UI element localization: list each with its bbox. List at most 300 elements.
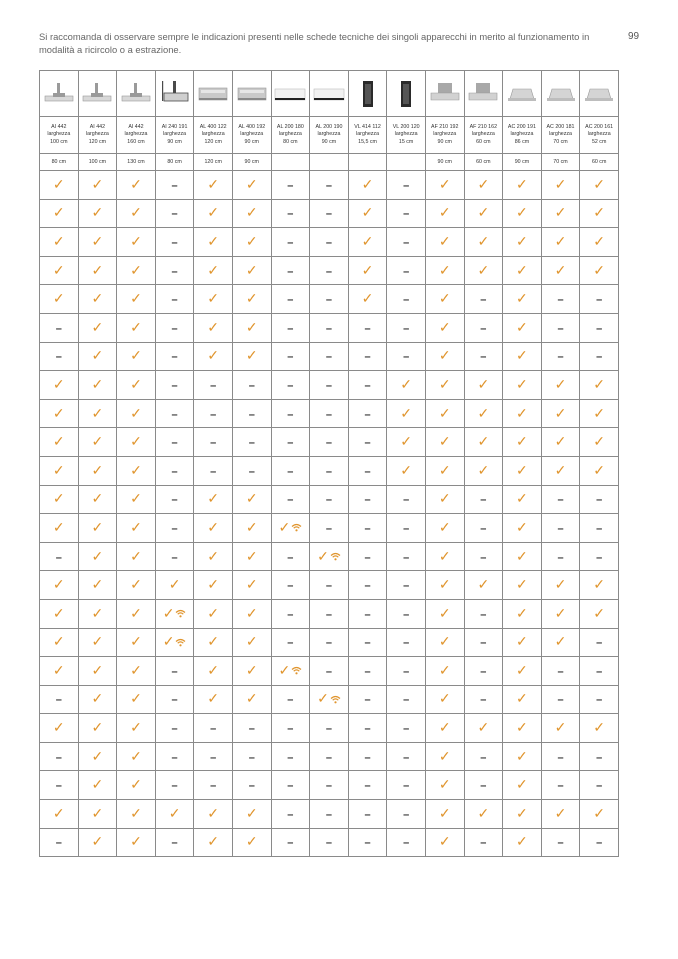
dash-mark: – — [287, 694, 294, 707]
check-mark-icon: ✓ — [207, 690, 220, 707]
product-image-cell — [232, 71, 271, 117]
check-mark-icon: ✓ — [477, 375, 490, 392]
vario-module-thumbnail — [389, 79, 423, 109]
table-cell — [194, 485, 233, 514]
check-mark-icon: ✓ — [91, 690, 104, 707]
table-cell — [194, 742, 233, 771]
table-cell — [425, 542, 464, 571]
table-cell — [40, 428, 79, 457]
check-mark-icon: ✓ — [516, 576, 528, 593]
dash-mark: – — [480, 551, 487, 564]
check-mark-icon: ✓ — [400, 433, 412, 450]
wifi-icon — [175, 609, 186, 618]
width-value: 15 cm — [398, 138, 414, 145]
table-cell — [387, 342, 426, 371]
table-cell — [348, 542, 387, 571]
table-cell — [155, 456, 194, 485]
table-cell — [40, 256, 79, 285]
check-mark-icon: ✓ — [91, 318, 104, 335]
check-mark-icon: ✓ — [162, 604, 175, 621]
table-cell — [117, 514, 156, 543]
check-mark-icon: ✓ — [52, 175, 65, 192]
dash-mark: – — [480, 751, 487, 764]
table-cell — [310, 485, 349, 514]
check-mark-icon: ✓ — [130, 747, 142, 764]
table-cell — [425, 571, 464, 600]
check-mark-icon: ✓ — [130, 461, 142, 478]
table-cell — [503, 771, 542, 800]
table-cell — [40, 171, 79, 200]
check-mark-icon: ✓ — [91, 776, 104, 793]
dash-mark: – — [325, 665, 333, 678]
table-cell — [541, 657, 580, 686]
model-code: VL 414 112 — [354, 123, 381, 130]
table-cell — [503, 657, 542, 686]
check-mark-icon: ✓ — [438, 719, 451, 736]
table-cell — [580, 599, 619, 628]
table-cell — [503, 514, 542, 543]
table-cell — [348, 800, 387, 829]
table-cell — [40, 628, 79, 657]
duct-size-cell: 100 cm — [78, 154, 117, 171]
check-mark-icon: ✓ — [245, 690, 258, 707]
island-hood-thumbnail — [119, 79, 153, 109]
width-label: larghezza — [278, 131, 302, 138]
table-cell — [155, 342, 194, 371]
dash-mark: – — [364, 494, 371, 507]
check-mark-icon: ✓ — [438, 404, 451, 421]
product-image-row — [40, 71, 619, 117]
duct-size-cell: 130 cm — [117, 154, 156, 171]
table-cell — [387, 542, 426, 571]
table-cell — [40, 456, 79, 485]
check-mark-icon: ✓ — [130, 318, 142, 335]
table-cell — [387, 428, 426, 457]
table-cell — [40, 199, 79, 228]
width-value: 90 cm — [244, 138, 259, 145]
cabinet-hood-thumbnail — [505, 79, 539, 109]
dash-mark: – — [325, 179, 333, 192]
table-cell — [425, 342, 464, 371]
dash-mark: – — [596, 694, 603, 707]
check-mark-icon: ✓ — [516, 461, 528, 478]
dash-mark: – — [364, 837, 371, 850]
dash-mark: – — [480, 637, 487, 650]
dash-mark: – — [557, 751, 564, 764]
check-mark-icon: ✓ — [52, 633, 65, 650]
table-cell — [425, 685, 464, 714]
model-code: AI 240 191 — [161, 123, 188, 130]
model-code: AF 210 192 — [431, 123, 459, 130]
table-cell — [541, 485, 580, 514]
table-cell — [348, 228, 387, 257]
check-mark-icon: ✓ — [516, 833, 528, 850]
dash-mark: – — [287, 494, 294, 507]
width-label: larghezza — [240, 131, 264, 138]
table-cell — [117, 371, 156, 400]
table-cell — [40, 285, 79, 314]
dash-mark: – — [364, 751, 371, 764]
check-mark-icon: ✓ — [91, 232, 104, 249]
dash-mark: – — [403, 751, 410, 764]
table-cell — [348, 685, 387, 714]
table-cell — [194, 342, 233, 371]
dash-mark: – — [480, 494, 487, 507]
dash-mark: – — [287, 551, 294, 564]
check-mark-icon: ✓ — [52, 804, 65, 821]
width-label: larghezza — [433, 131, 457, 138]
table-cell — [464, 685, 503, 714]
table-cell — [541, 342, 580, 371]
check-mark-icon: ✓ — [593, 204, 606, 221]
product-image-cell — [348, 71, 387, 117]
dash-mark: – — [364, 351, 371, 364]
check-mark-icon: ✓ — [207, 547, 220, 564]
table-cell — [425, 771, 464, 800]
check-mark-icon: ✓ — [278, 661, 291, 678]
check-mark-icon: ✓ — [554, 375, 567, 392]
table-cell — [194, 571, 233, 600]
table-cell — [387, 800, 426, 829]
check-mark-icon: ✓ — [130, 433, 142, 450]
table-cell — [232, 399, 271, 428]
table-cell — [194, 371, 233, 400]
check-mark-icon: ✓ — [91, 604, 104, 621]
check-mark-icon: ✓ — [438, 175, 451, 192]
table-cell — [40, 714, 79, 743]
table-cell — [503, 256, 542, 285]
check-mark-icon: ✓ — [438, 576, 451, 593]
dash-mark: – — [171, 522, 178, 535]
check-mark-icon: ✓ — [400, 461, 412, 478]
table-cell — [541, 428, 580, 457]
table-cell — [155, 771, 194, 800]
width-value: 90 cm — [321, 138, 337, 145]
table-cell — [78, 542, 117, 571]
table-cell — [155, 371, 194, 400]
table-cell — [117, 342, 156, 371]
check-mark-icon: ✓ — [91, 719, 104, 736]
check-mark-icon: ✓ — [91, 747, 104, 764]
wifi-icon — [291, 523, 302, 532]
table-cell — [40, 313, 79, 342]
check-mark-icon: ✓ — [477, 261, 490, 278]
table-cell — [194, 714, 233, 743]
table-cell — [425, 628, 464, 657]
table-cell — [78, 485, 117, 514]
table-cell — [387, 571, 426, 600]
dash-mark: – — [171, 465, 178, 478]
table-cell — [232, 456, 271, 485]
check-mark-icon: ✓ — [245, 518, 258, 535]
table-cell — [580, 342, 619, 371]
check-mark-icon: ✓ — [91, 290, 104, 307]
check-mark-icon: ✓ — [438, 547, 451, 564]
table-cell — [310, 571, 349, 600]
table-cell — [310, 342, 349, 371]
table-cell — [155, 256, 194, 285]
table-cell — [348, 428, 387, 457]
width-label: larghezza — [124, 131, 148, 138]
check-mark-icon: ✓ — [554, 404, 567, 421]
dash-mark: – — [325, 379, 333, 392]
check-mark-icon: ✓ — [91, 518, 104, 535]
check-mark-icon: ✓ — [91, 461, 104, 478]
table-cell — [580, 542, 619, 571]
table-cell — [194, 313, 233, 342]
table-cell — [155, 171, 194, 200]
table-cell — [117, 199, 156, 228]
dash-mark: – — [403, 837, 410, 850]
check-mark-icon: ✓ — [52, 232, 65, 249]
table-cell — [232, 171, 271, 200]
table-cell — [155, 828, 194, 857]
duct-size-cell — [310, 154, 349, 171]
table-cell — [464, 542, 503, 571]
check-mark-icon: ✓ — [554, 433, 567, 450]
table-cell — [348, 485, 387, 514]
table-cell — [503, 485, 542, 514]
table-cell — [310, 285, 349, 314]
dash-mark: – — [171, 665, 178, 678]
duct-size-cell — [387, 154, 426, 171]
width-label: larghezza — [394, 131, 418, 138]
product-image-cell — [580, 71, 619, 117]
check-mark-icon: ✓ — [245, 204, 258, 221]
dash-mark: – — [171, 265, 178, 278]
check-mark-icon: ✓ — [593, 461, 606, 478]
table-cell — [503, 599, 542, 628]
check-mark-icon: ✓ — [52, 518, 65, 535]
width-value: 60 cm — [476, 138, 491, 145]
table-cell — [78, 742, 117, 771]
check-mark-icon: ✓ — [130, 633, 142, 650]
table-cell — [464, 428, 503, 457]
table-row — [40, 428, 619, 457]
check-mark-icon: ✓ — [245, 318, 258, 335]
check-mark-icon: ✓ — [91, 547, 104, 564]
check-mark-icon: ✓ — [516, 804, 528, 821]
dash-mark: – — [364, 322, 371, 335]
duct-size-cell: 70 cm — [541, 154, 580, 171]
check-mark-icon: ✓ — [52, 604, 65, 621]
table-cell — [271, 742, 310, 771]
check-mark-icon: ✓ — [245, 261, 258, 278]
dash-mark: – — [287, 608, 294, 621]
table-cell — [232, 542, 271, 571]
dash-mark: – — [248, 379, 255, 392]
table-row — [40, 628, 619, 657]
table-cell — [580, 657, 619, 686]
table-cell — [310, 742, 349, 771]
table-cell — [194, 456, 233, 485]
dash-mark: – — [403, 580, 410, 593]
table-cell — [425, 485, 464, 514]
duct-size-cell: 80 cm — [155, 154, 194, 171]
dash-mark: – — [403, 265, 410, 278]
dash-mark: – — [325, 494, 333, 507]
check-mark-icon: ✓ — [477, 804, 490, 821]
table-cell — [425, 800, 464, 829]
check-mark-icon: ✓ — [554, 175, 567, 192]
table-cell — [78, 371, 117, 400]
check-mark-icon: ✓ — [516, 518, 528, 535]
check-mark-icon: ✓ — [52, 404, 65, 421]
dash-mark: – — [557, 551, 564, 564]
table-cell — [580, 456, 619, 485]
dash-mark: – — [403, 236, 410, 249]
table-row — [40, 171, 619, 200]
dash-mark: – — [403, 808, 410, 821]
table-cell — [464, 657, 503, 686]
dash-mark: – — [287, 580, 294, 593]
dash-mark: – — [325, 637, 333, 650]
dash-mark: – — [403, 665, 410, 678]
table-cell — [425, 514, 464, 543]
table-cell — [155, 599, 194, 628]
table-cell — [348, 657, 387, 686]
dash-mark: – — [403, 294, 410, 307]
table-cell — [40, 228, 79, 257]
table-cell — [425, 828, 464, 857]
check-mark-icon: ✓ — [516, 719, 528, 736]
check-mark-icon: ✓ — [52, 290, 65, 307]
table-cell — [541, 771, 580, 800]
dash-mark: – — [171, 179, 178, 192]
table-cell — [194, 228, 233, 257]
duct-size-cell — [348, 154, 387, 171]
model-header-cell — [580, 117, 619, 154]
check-mark-icon: ✓ — [593, 375, 606, 392]
table-cell — [541, 456, 580, 485]
check-mark-icon: ✓ — [438, 318, 451, 335]
table-cell — [464, 800, 503, 829]
table-cell — [348, 256, 387, 285]
table-cell — [117, 171, 156, 200]
table-cell — [271, 342, 310, 371]
table-cell — [232, 685, 271, 714]
table-cell — [541, 399, 580, 428]
table-cell — [503, 399, 542, 428]
table-cell — [194, 599, 233, 628]
table-cell — [464, 742, 503, 771]
table-cell — [155, 313, 194, 342]
dash-mark: – — [210, 780, 217, 793]
duct-size-cell — [271, 154, 310, 171]
check-mark-icon: ✓ — [400, 404, 412, 421]
vario-module-thumbnail — [351, 79, 385, 109]
table-cell — [271, 399, 310, 428]
dash-mark: – — [287, 837, 294, 850]
table-cell — [425, 313, 464, 342]
check-mark-icon: ✓ — [91, 261, 104, 278]
width-value: 52 cm — [591, 138, 607, 145]
check-mark-icon: ✓ — [245, 576, 258, 593]
check-mark-icon: ✓ — [593, 404, 606, 421]
table-cell — [310, 399, 349, 428]
table-cell — [580, 485, 619, 514]
product-image-cell — [78, 71, 117, 117]
table-cell — [387, 657, 426, 686]
table-cell — [271, 800, 310, 829]
product-image-cell — [155, 71, 194, 117]
table-cell — [271, 514, 310, 543]
duct-size-cell: 60 cm — [464, 154, 503, 171]
table-cell — [464, 485, 503, 514]
dash-mark: – — [480, 322, 487, 335]
check-mark-icon: ✓ — [554, 804, 567, 821]
check-mark-icon: ✓ — [516, 661, 528, 678]
table-cell — [194, 399, 233, 428]
dash-mark: – — [55, 351, 62, 364]
dash-mark: – — [210, 723, 217, 736]
check-mark-icon: ✓ — [207, 290, 220, 307]
table-cell — [387, 371, 426, 400]
table-cell — [194, 514, 233, 543]
table-cell — [541, 199, 580, 228]
check-mark-icon: ✓ — [516, 375, 528, 392]
table-cell — [310, 313, 349, 342]
check-mark-icon: ✓ — [91, 175, 104, 192]
table-row — [40, 456, 619, 485]
table-cell — [194, 285, 233, 314]
dash-mark: – — [287, 723, 294, 736]
check-mark-icon: ✓ — [52, 375, 65, 392]
dash-mark: – — [403, 522, 410, 535]
ceiling-hood-thumbnail — [235, 79, 269, 109]
model-header-cell — [194, 117, 233, 154]
table-cell — [155, 685, 194, 714]
product-image-cell — [271, 71, 310, 117]
check-mark-icon: ✓ — [516, 232, 528, 249]
table-cell — [541, 742, 580, 771]
product-image-cell — [310, 71, 349, 117]
dash-mark: – — [596, 522, 603, 535]
table-cell — [232, 828, 271, 857]
dash-mark: – — [596, 751, 603, 764]
table-cell — [580, 428, 619, 457]
wifi-icon — [330, 695, 341, 704]
table-cell — [464, 285, 503, 314]
check-mark-icon: ✓ — [516, 404, 528, 421]
flat-hood-thumbnail — [466, 79, 500, 109]
table-cell — [425, 599, 464, 628]
table-cell — [117, 685, 156, 714]
table-cell — [117, 771, 156, 800]
dash-mark: – — [287, 379, 294, 392]
table-cell — [232, 256, 271, 285]
dash-mark: – — [364, 551, 371, 564]
table-cell — [78, 342, 117, 371]
table-cell — [503, 542, 542, 571]
model-code: AL 400 122 — [199, 123, 227, 130]
check-mark-icon: ✓ — [477, 404, 490, 421]
table-cell — [503, 628, 542, 657]
dash-mark: – — [171, 780, 178, 793]
table-cell — [117, 800, 156, 829]
table-cell — [194, 800, 233, 829]
check-mark-icon: ✓ — [130, 661, 142, 678]
model-header-cell — [387, 117, 426, 154]
table-cell — [503, 742, 542, 771]
table-cell — [117, 571, 156, 600]
model-header-cell — [117, 117, 156, 154]
table-cell — [580, 199, 619, 228]
check-mark-icon: ✓ — [245, 175, 258, 192]
table-cell — [580, 571, 619, 600]
table-cell — [580, 256, 619, 285]
dash-mark: – — [364, 723, 371, 736]
